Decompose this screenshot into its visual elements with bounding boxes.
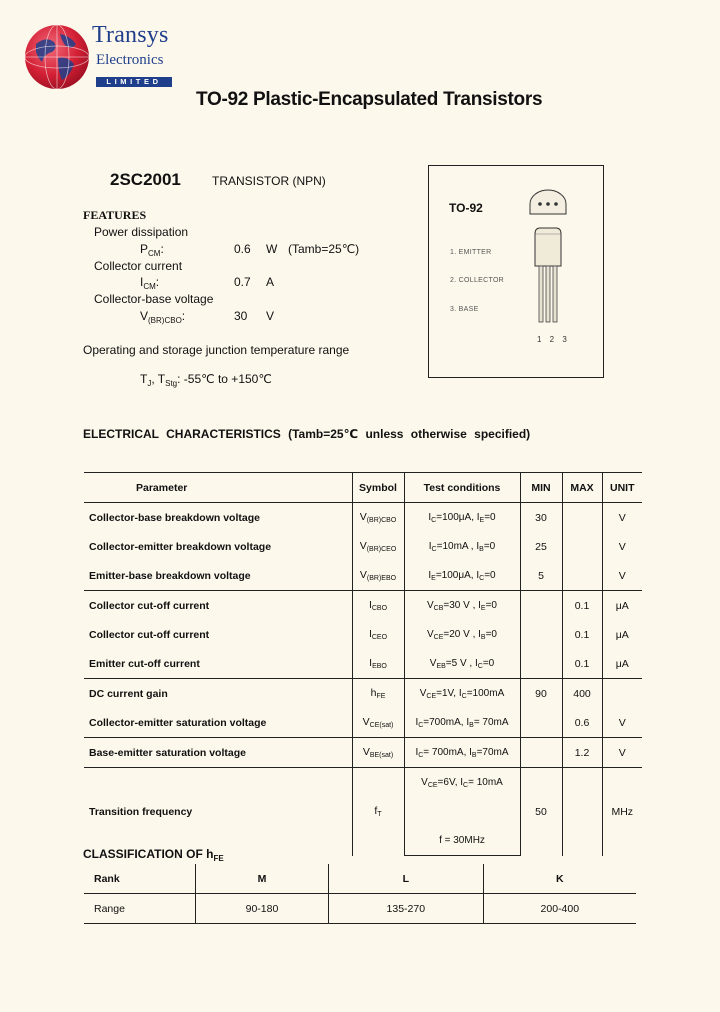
electrical-table-body xyxy=(84,503,642,768)
electrical-table xyxy=(84,472,642,856)
company-subname: Electronics xyxy=(96,52,164,68)
range-m: 90-180 xyxy=(196,894,329,924)
pin-label-base: 3. BASE xyxy=(450,306,479,313)
cond-transition-spacer xyxy=(404,797,520,826)
table-row xyxy=(84,649,642,679)
col-header-min: MIN xyxy=(520,473,562,503)
rank-l: L xyxy=(328,864,483,894)
unit-cell: V xyxy=(602,561,642,591)
feature-value-power: 0.6 xyxy=(234,242,251,256)
min-cell xyxy=(520,591,562,621)
table-row xyxy=(84,561,642,591)
to92-package-drawing xyxy=(526,188,572,328)
unit-transition: MHz xyxy=(602,768,642,856)
part-number: 2SC2001 xyxy=(110,170,181,189)
condition-cell: $I_C= 700mA$, $I_B=70mA$ xyxy=(404,738,520,768)
param-cell: Collector-base breakdown voltage xyxy=(84,503,352,533)
param-cell: Collector cut-off current xyxy=(84,591,352,621)
param-cell: Base-emitter saturation voltage xyxy=(84,738,352,768)
condition-cell: $I_C=100\mu A$, $I_E=0$ xyxy=(404,503,520,533)
table-row xyxy=(84,620,642,649)
max-cell xyxy=(562,503,602,533)
min-cell: 25 xyxy=(520,532,562,561)
unit-cell: V xyxy=(602,708,642,738)
symbol-cell: hFE xyxy=(352,679,404,709)
pin-label-emitter: 1. EMITTER xyxy=(450,249,492,256)
symbol-cell: ICBO xyxy=(352,591,404,621)
classification-range-row xyxy=(84,894,636,924)
cond-transition-2: f = 30MHz xyxy=(404,826,520,856)
max-cell xyxy=(562,532,602,561)
param-cell: Emitter cut-off current xyxy=(89,657,200,670)
table-row xyxy=(84,738,642,768)
unit-cell: V xyxy=(602,503,642,533)
feature-unit-voltage: V xyxy=(266,309,275,323)
condition-cell: $I_E=100\mu A$, $I_C=0$ xyxy=(404,561,520,591)
pin-label-collector: 2. COLLECTOR xyxy=(450,277,505,284)
feature-symbol-voltage: $V_{(BR)CBO}$: xyxy=(140,309,186,325)
col-header-max: MAX xyxy=(562,473,602,503)
symbol-cell: V(BR)CEO xyxy=(352,532,404,561)
max-cell: 1.2 xyxy=(562,738,602,768)
param-cell: Collector-emitter saturation voltage xyxy=(89,716,267,729)
features-heading: FEATURES xyxy=(83,208,147,222)
feature-value-voltage: 30 xyxy=(234,309,248,323)
max-transition xyxy=(562,768,602,856)
symbol-cell: IEBO xyxy=(352,649,404,679)
min-cell xyxy=(520,649,562,679)
feature-unit-power: W xyxy=(266,242,278,256)
min-cell xyxy=(520,738,562,768)
table-row xyxy=(84,532,642,561)
pin-numbers: 1 2 3 xyxy=(537,335,570,344)
package-name: TO-92 xyxy=(449,201,483,215)
unit-cell: V xyxy=(602,532,642,561)
col-header-test-conditions: Test conditions xyxy=(404,473,520,503)
classification-heading: CLASSIFICATION OF $h_{FE}$ xyxy=(83,847,224,863)
table-header-row xyxy=(84,473,642,503)
min-cell xyxy=(520,708,562,738)
col-header-symbol: Symbol xyxy=(352,473,404,503)
company-logo-globe xyxy=(24,24,90,90)
range-k: 200-400 xyxy=(483,894,636,924)
feature-label-voltage: Collector-base voltage xyxy=(94,292,214,306)
part-type: TRANSISTOR (NPN) xyxy=(212,174,326,188)
unit-cell xyxy=(602,679,642,709)
unit-cell: μA xyxy=(602,620,642,649)
condition-cell: $V_{EB}=5$ V , $I_C=0$ xyxy=(404,649,520,679)
min-cell: 30 xyxy=(520,503,562,533)
condition-cell: $V_{CE}=1V$, $I_C=100mA$ xyxy=(404,679,520,709)
min-cell xyxy=(520,620,562,649)
feature-note-power: (Tamb=25℃) xyxy=(288,242,360,256)
feature-symbol-power: $P_{CM}$: xyxy=(140,242,164,258)
symbol-cell: ICEO xyxy=(352,620,404,649)
param-cell: DC current gain xyxy=(84,679,352,709)
feature-unit-current: A xyxy=(266,275,275,289)
company-name: Transys xyxy=(92,22,169,48)
company-limited-tag: LIMITED xyxy=(96,77,172,87)
param-transition: Transition frequency xyxy=(84,768,352,856)
symbol-cell: VBE(sat) xyxy=(352,738,404,768)
rank-m: M xyxy=(196,864,329,894)
max-cell: 0.1 xyxy=(562,649,602,679)
cond-transition-1: $V_{CE}=6V$, $I_C= 10mA$ xyxy=(404,768,520,798)
min-transition: 50 xyxy=(520,768,562,856)
min-cell: 90 xyxy=(520,679,562,709)
table-row xyxy=(84,679,642,709)
col-header-unit: UNIT xyxy=(602,473,642,503)
col-header-parameter: Parameter xyxy=(84,473,352,503)
param-cell: Emitter-base breakdown voltage xyxy=(89,569,251,582)
param-cell: Collector-emitter breakdown voltage xyxy=(89,540,272,553)
param-cell: Collector cut-off current xyxy=(89,628,210,641)
max-cell: 400 xyxy=(562,679,602,709)
table-row xyxy=(84,591,642,621)
condition-cell: $V_{CB}=30$ V , $I_E=0$ xyxy=(404,591,520,621)
max-cell: 0.1 xyxy=(562,620,602,649)
feature-symbol-current: $I_{CM}$: xyxy=(140,275,160,291)
range-label: Range xyxy=(84,894,196,924)
unit-cell: μA xyxy=(602,649,642,679)
rank-k: K xyxy=(483,864,636,894)
symbol-cell: VCE(sat) xyxy=(352,708,404,738)
condition-cell: $V_{CE}=20$ V , $I_B=0$ xyxy=(404,620,520,649)
document-title: TO-92 Plastic-Encapsulated Transistors xyxy=(196,89,543,110)
max-cell: 0.1 xyxy=(562,591,602,621)
symbol-cell: V(BR)EBO xyxy=(352,561,404,591)
feature-label-power: Power dissipation xyxy=(94,225,189,239)
rank-label: Rank xyxy=(84,864,196,894)
table-row xyxy=(84,503,642,533)
unit-cell: μA xyxy=(602,591,642,621)
symbol-transition: fT xyxy=(352,768,404,856)
classification-rank-row xyxy=(84,864,636,894)
unit-cell: V xyxy=(602,738,642,768)
feature-label-current: Collector current xyxy=(94,259,183,273)
table-row-transition xyxy=(84,768,642,798)
max-cell: 0.6 xyxy=(562,708,602,738)
classification-table xyxy=(84,864,636,924)
operating-range-text: Operating and storage junction temperature range xyxy=(83,343,350,357)
electrical-heading: ELECTRICAL CHARACTERISTICS (Tamb=25℃ unless otherwise specified) xyxy=(83,427,531,441)
symbol-cell: V(BR)CBO xyxy=(352,503,404,533)
min-cell: 5 xyxy=(520,561,562,591)
feature-value-current: 0.7 xyxy=(234,275,251,289)
temperature-range: $T_J$, $T_{Stg}$: -55℃ to +150℃ xyxy=(140,372,272,388)
package-box xyxy=(428,165,604,378)
condition-cell: $I_C=700mA$, $I_B= 70mA$ xyxy=(404,708,520,738)
max-cell xyxy=(562,561,602,591)
table-row xyxy=(84,708,642,738)
condition-cell: $I_C=10mA$ , $I_B=0$ xyxy=(404,532,520,561)
range-l: 135-270 xyxy=(328,894,483,924)
